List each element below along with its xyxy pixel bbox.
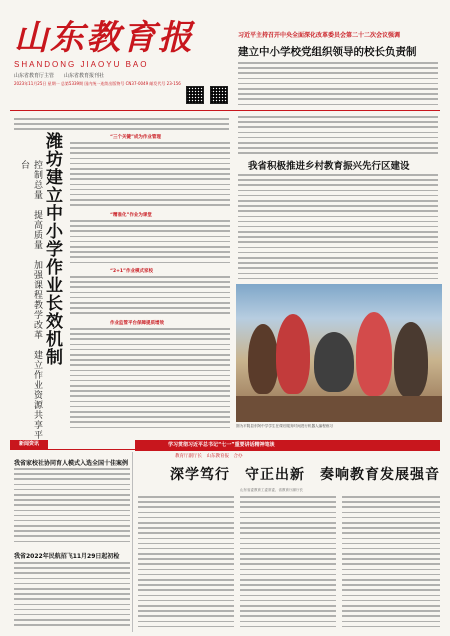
header-rule (10, 110, 440, 111)
feature-byline: 山东省委教育工委常委、省教育厅副厅长 (240, 488, 303, 492)
masthead-en: SHANDONG JIAOYU BAO (14, 60, 149, 69)
top-story-body-2 (238, 116, 438, 154)
feature-kicker: 教育厅副厅长 山东教育报 合办 (175, 454, 243, 459)
main-section-2: “精准化”作业为课堂 (110, 213, 152, 218)
main-story-body-3 (70, 276, 230, 316)
photo-caption: 图为平阴县东阿中学学生在课后服务时间进行机器人编程练习 (236, 424, 334, 428)
top-story-headline: 建立中小学校党组织领导的校长负责制 (238, 46, 417, 58)
main-story-body-4 (70, 328, 230, 432)
qr-code-icon (210, 86, 228, 104)
qr-code-icon (186, 86, 204, 104)
news-item-1-headline: 我省家校社协同育人模式入选全国十佳案例 (14, 460, 129, 467)
masthead-title: 山东教育报 (14, 18, 194, 58)
mid-story-headline: 我省积极推进乡村教育振兴先行区建设 (248, 161, 410, 172)
news-item-1-body (14, 468, 130, 546)
top-story-body (238, 62, 438, 108)
main-section-1: “三个关键”成为作业管理 (110, 135, 161, 140)
feature-headline: 深学笃行 守正出新 奏响教育发展强音 (170, 467, 440, 483)
masthead-issue: 2023年11月25日 星期一 总第5339期 国内统一连续出版物号 CN37-0049 邮发代号 23-156 (14, 81, 181, 86)
mid-story-body (238, 174, 438, 280)
main-story-body-2 (70, 220, 230, 264)
feature-bar-text: 学习贯彻习近平总书记“七一”重要讲话精神笔谈 (168, 442, 275, 448)
main-story-subheads: 控制总量 提高质量 加强课程教学改革 建立作业资源共享平台 (19, 160, 42, 440)
main-story-headline: 潍坊建立中小学作业长效机制 (42, 132, 62, 366)
news-photo (236, 284, 442, 422)
feature-body-col-2 (240, 496, 336, 632)
top-story-kicker: 习近平主持召开中央全面深化改革委员会第二十二次会议强调 (238, 32, 401, 39)
column-divider (132, 452, 133, 632)
main-section-3: “2+1”作业模式家校 (110, 269, 153, 274)
main-section-4: 作业监管平台保障提质增效 (110, 321, 164, 326)
feature-body-col-1 (138, 496, 234, 632)
main-story-lead (14, 118, 229, 132)
news-band-label: 新闻资讯 (10, 440, 48, 449)
masthead-sub: 山东省教育厅主管 山东省教育报刊社 (14, 73, 105, 79)
feature-body-col-3 (342, 496, 440, 632)
main-story-body-1 (70, 142, 230, 208)
news-item-2-body (14, 562, 130, 632)
news-item-2-headline: 我省2022年民航招飞11月29日起初检 (14, 553, 120, 560)
